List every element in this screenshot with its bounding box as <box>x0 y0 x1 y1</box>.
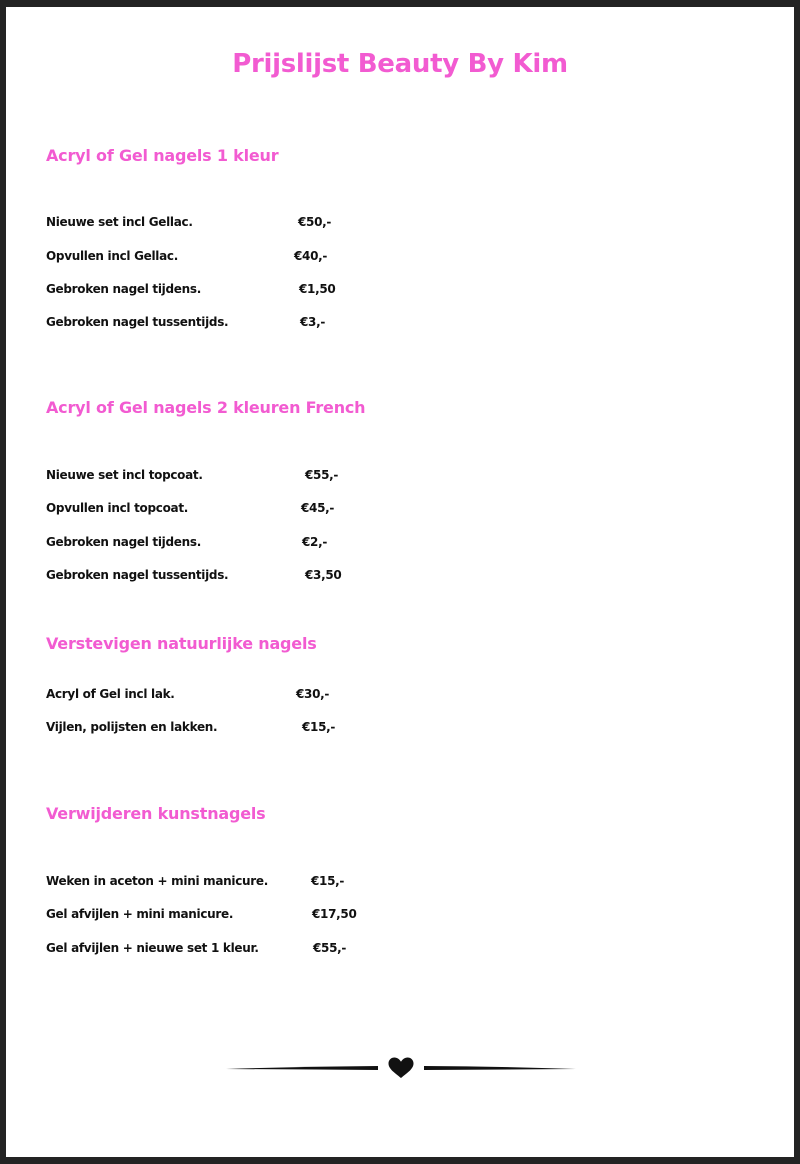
price-row <box>46 315 446 333</box>
service-name: Nieuwe set incl Gellac. <box>46 215 193 229</box>
price-row <box>46 941 446 959</box>
service-name: Acryl of Gel incl lak. <box>46 687 175 701</box>
service-name: Gebroken nagel tussentijds. <box>46 568 229 582</box>
service-name: Nieuwe set incl topcoat. <box>46 468 203 482</box>
section-heading-acryl-gel-1-kleur: Acryl of Gel nagels 1 kleur <box>46 146 279 165</box>
price-row <box>46 907 446 925</box>
price-row <box>46 249 446 267</box>
price-list-page <box>6 7 794 1157</box>
service-price: €15,- <box>311 874 345 888</box>
heart-icon <box>389 1058 414 1079</box>
service-name: Gel afvijlen + mini manicure. <box>46 907 234 921</box>
service-price: €50,- <box>298 215 332 229</box>
service-name: Gebroken nagel tijdens. <box>46 535 201 549</box>
price-row <box>46 468 446 486</box>
service-price: €3,- <box>300 315 326 329</box>
price-row <box>46 282 446 300</box>
price-row <box>46 215 446 233</box>
service-name: Gel afvijlen + nieuwe set 1 kleur. <box>46 941 259 955</box>
section-heading-verwijderen: Verwijderen kunstnagels <box>46 804 266 823</box>
service-price: €40,- <box>294 249 328 263</box>
footer-divider <box>226 1055 576 1081</box>
divider-line-left <box>226 1066 378 1070</box>
service-price: €17,50 <box>312 907 357 921</box>
price-row <box>46 720 446 738</box>
price-row <box>46 568 446 586</box>
service-name: Opvullen incl topcoat. <box>46 501 189 515</box>
service-price: €30,- <box>296 687 330 701</box>
service-price: €2,- <box>302 535 328 549</box>
service-price: €1,50 <box>299 282 336 296</box>
divider-line-right <box>424 1066 576 1070</box>
price-row <box>46 501 446 519</box>
price-row <box>46 687 446 705</box>
service-price: €3,50 <box>305 568 342 582</box>
service-price: €15,- <box>302 720 336 734</box>
service-name: Gebroken nagel tijdens. <box>46 282 201 296</box>
service-name: Vijlen, polijsten en lakken. <box>46 720 218 734</box>
service-price: €55,- <box>305 468 339 482</box>
price-row <box>46 874 446 892</box>
section-heading-acryl-gel-2-kleuren-french: Acryl of Gel nagels 2 kleuren French <box>46 398 366 417</box>
service-price: €45,- <box>301 501 335 515</box>
service-price: €55,- <box>313 941 347 955</box>
page-title: Prijslijst Beauty By Kim <box>232 49 568 79</box>
price-row <box>46 535 446 553</box>
section-heading-verstevigen: Verstevigen natuurlijke nagels <box>46 634 317 653</box>
service-name: Opvullen incl Gellac. <box>46 249 178 263</box>
service-name: Gebroken nagel tussentijds. <box>46 315 229 329</box>
service-name: Weken in aceton + mini manicure. <box>46 874 268 888</box>
